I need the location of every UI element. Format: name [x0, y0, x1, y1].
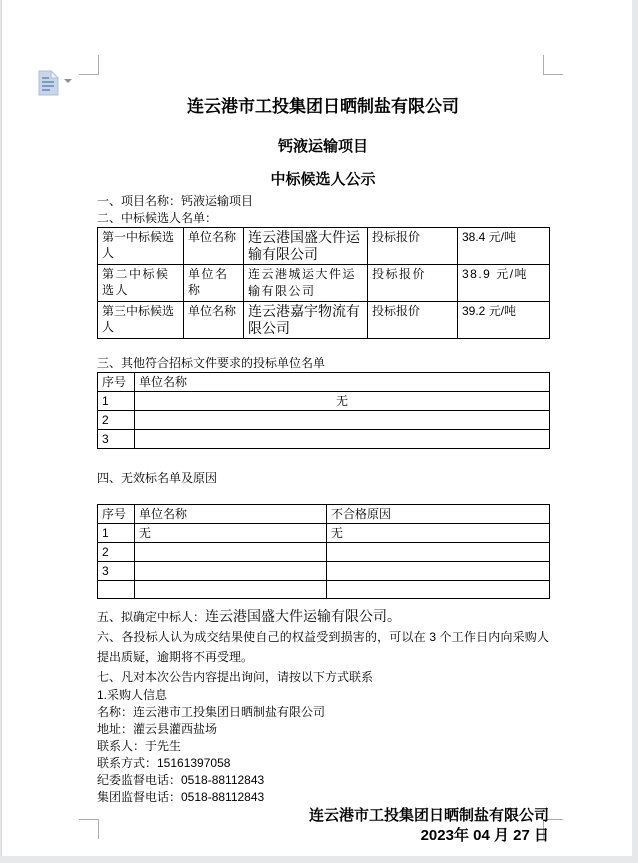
other-bidders-table [97, 372, 550, 449]
table-row [98, 228, 550, 265]
candidate-company: 连云港城运大件运输有限公司 [244, 265, 368, 302]
unit-name-label: 单位名称 [184, 302, 244, 339]
table-row [98, 392, 550, 411]
title-company: 连云港市工投集团日晒制盐有限公司 [187, 97, 459, 116]
discipline-supervision-phone: 纪委监督电话：0518-88112843 [97, 773, 265, 787]
unit-name-cell [135, 430, 550, 449]
table-row [98, 430, 550, 449]
column-header-unit: 单位名称 [135, 373, 550, 392]
column-header-unit: 单位名称 [135, 505, 327, 524]
signature-company: 连云港市工投集团日晒制盐有限公司 [308, 807, 549, 824]
candidate-company: 连云港嘉宇物流有限公司 [244, 302, 368, 339]
row-number: 2 [98, 411, 135, 430]
unit-name-label: 单位名称 [184, 228, 244, 265]
section-7-contact-notice: 七、凡对本次公告内容提出询问，请按以下方式联系 [97, 670, 374, 684]
unit-name-label: 单位名称 [184, 265, 244, 302]
row-number: 2 [98, 543, 135, 562]
reason-cell [327, 543, 550, 562]
unit-name-cell [135, 581, 327, 599]
title-announcement: 中标候选人公示 [270, 171, 376, 188]
unit-name-cell [135, 411, 550, 430]
table-row [98, 543, 550, 562]
column-header-no: 序号 [98, 505, 135, 524]
row-number: 3 [98, 562, 135, 581]
reason-cell: 无 [327, 524, 550, 543]
reason-cell [327, 581, 550, 599]
table-header-row [98, 505, 550, 524]
paste-options-button[interactable] [38, 70, 72, 96]
section-5-label: 五、拟确定中标人： [97, 610, 206, 624]
table-row [98, 524, 550, 543]
title-project: 钙液运输项目 [277, 138, 368, 155]
candidate-company: 连云港国盛大件运输有限公司 [244, 228, 368, 265]
purchaser-name: 名称：连云港市工投集团日晒制盐有限公司 [97, 705, 326, 719]
purchaser-address: 地址：灌云县灌西盐场 [97, 722, 218, 736]
candidate-rank: 第一中标候选人 [98, 228, 184, 265]
document-content [97, 96, 549, 846]
candidates-table [97, 227, 550, 339]
reason-cell [327, 562, 550, 581]
unit-name-cell [135, 562, 327, 581]
document-page [1, 0, 632, 856]
bid-price-value: 38.4 元/吨 [458, 228, 550, 265]
purchaser-contact-person: 联系人：于先生 [97, 739, 182, 753]
paste-options-icon [38, 70, 59, 96]
row-number: 1 [98, 392, 135, 411]
unit-name-cell [135, 543, 327, 562]
bid-price-value: 39.2 元/吨 [458, 302, 550, 339]
signature-date: 2023年 04 月 27 日 [420, 827, 549, 844]
section-1-project-name: 一、项目名称：钙液运输项目 [97, 194, 254, 208]
section-2-candidate-list: 二、中标候选人名单： [97, 211, 218, 225]
table-row [98, 411, 550, 430]
unit-name-cell: 无 [135, 392, 550, 411]
section-5-selected-winner [97, 606, 549, 627]
text-boundary-mark-top-right [543, 55, 563, 75]
group-supervision-phone: 集团监督电话：0518-88112843 [97, 790, 265, 804]
invalid-bids-table [97, 504, 550, 599]
table-row [98, 265, 550, 302]
column-header-no: 序号 [98, 373, 135, 392]
winner-company-name: 连云港国盛大件运输有限公司。 [205, 608, 402, 624]
text-boundary-mark-bottom-left [79, 819, 99, 839]
purchaser-info-heading: 1.采购人信息 [97, 688, 168, 702]
dropdown-arrow-icon [64, 79, 72, 83]
column-header-reason: 不合格原因 [327, 505, 550, 524]
section-3-other-bidders: 三、其他符合招标文件要求的投标单位名单 [97, 356, 326, 370]
bid-price-label: 投标报价 [368, 302, 458, 339]
section-6-objection-notice: 六、各投标人认为成交结果使自己的权益受到损害的，可以在 3 个工作日内向采购人提出质疑，逾期将不再受理。 [97, 630, 549, 664]
table-row [98, 562, 550, 581]
table-row [98, 302, 550, 339]
candidate-rank: 第二中标候选人 [98, 265, 184, 302]
text-boundary-mark-top-left [79, 55, 99, 75]
table-header-row [98, 373, 550, 392]
row-number: 1 [98, 524, 135, 543]
row-number: 3 [98, 430, 135, 449]
unit-name-cell: 无 [135, 524, 327, 543]
bid-price-label: 投标报价 [368, 228, 458, 265]
section-4-invalid-bids: 四、无效标名单及原因 [97, 471, 218, 485]
purchaser-contact-phone: 联系方式：15161397058 [97, 756, 231, 770]
row-number [98, 581, 135, 599]
candidate-rank: 第三中标候选人 [98, 302, 184, 339]
bid-price-label: 投标报价 [368, 265, 458, 302]
table-row [98, 581, 550, 599]
bid-price-value: 38.9 元/吨 [458, 265, 550, 302]
